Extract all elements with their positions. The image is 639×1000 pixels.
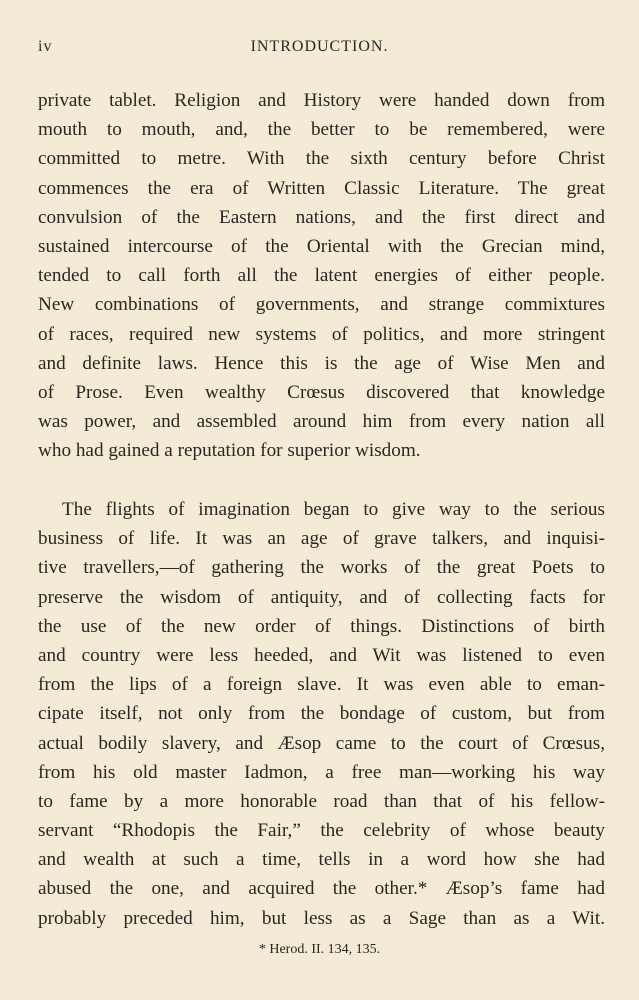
footnote: * Herod. II. 134, 135. [258, 942, 381, 957]
text-line: to fame by a more honorable road than that of his fellow- [38, 790, 605, 812]
text-line: New combinations of governments, and strange commixtures [38, 294, 605, 316]
text-line: probably preceded him, but less as a Sage than as a Wit. [38, 907, 605, 929]
text-line: and definite laws. Hence this is the age of Wise Men and [38, 352, 605, 374]
text-line: actual bodily slavery, and Æsop came to the court of Crœsus, [38, 732, 605, 754]
text-line: commences the era of Written Classic Literature. The great [38, 177, 605, 199]
text-line: and wealth at such a time, tells in a word how she had [38, 849, 605, 871]
running-head [38, 38, 601, 62]
text-line: abused the one, and acquired the other.* Æsop’s fame had [38, 878, 605, 900]
text-line: The flights of imagination began to give way to the serious [62, 499, 605, 520]
text-line: preserve the wisdom of antiquity, and of collecting facts for [38, 586, 605, 608]
text-line: from his old master Iadmon, a free man—working his way [38, 761, 605, 783]
text-line: tended to call forth all the latent energies of either people. [38, 265, 605, 287]
text-line: of races, required new systems of politics, and more stringent [38, 323, 605, 345]
text-line: cipate itself, not only from the bondage of custom, but from [38, 703, 605, 725]
text-line: from the lips of a foreign slave. It was even able to eman- [38, 674, 605, 696]
paragraph-1 [38, 86, 605, 465]
text-line: business of life. It was an age of grave talkers, and inquisi- [38, 528, 605, 550]
text-line: who had gained a reputation for superior wisdom. [38, 440, 421, 462]
text-line: sustained intercourse of the Oriental with the Grecian mind, [38, 235, 605, 257]
text-line: the use of the new order of things. Distinctions of birth [38, 615, 605, 637]
text-line: committed to metre. With the sixth century before Christ [38, 148, 605, 170]
page-number: iv [38, 38, 53, 55]
text-line: of Prose. Even wealthy Crœsus discovered that knowledge [38, 381, 605, 403]
text-line: was power, and assembled around him from every nation all [38, 411, 605, 433]
paragraph-2 [38, 495, 605, 933]
text-line: servant “Rhodopis the Fair,” the celebrity of whose beauty [38, 820, 605, 842]
text-line: and country were less heeded, and Wit was listened to even [38, 644, 605, 666]
text-line: mouth to mouth, and, the better to be remembered, were [38, 119, 605, 141]
text-line: tive travellers,—of gathering the works of the great Poets to [38, 557, 605, 579]
text-line: private tablet. Religion and History were handed down from [38, 90, 605, 111]
text-line: convulsion of the Eastern nations, and the first direct and [38, 206, 605, 228]
running-title: INTRODUCTION. [250, 38, 389, 55]
